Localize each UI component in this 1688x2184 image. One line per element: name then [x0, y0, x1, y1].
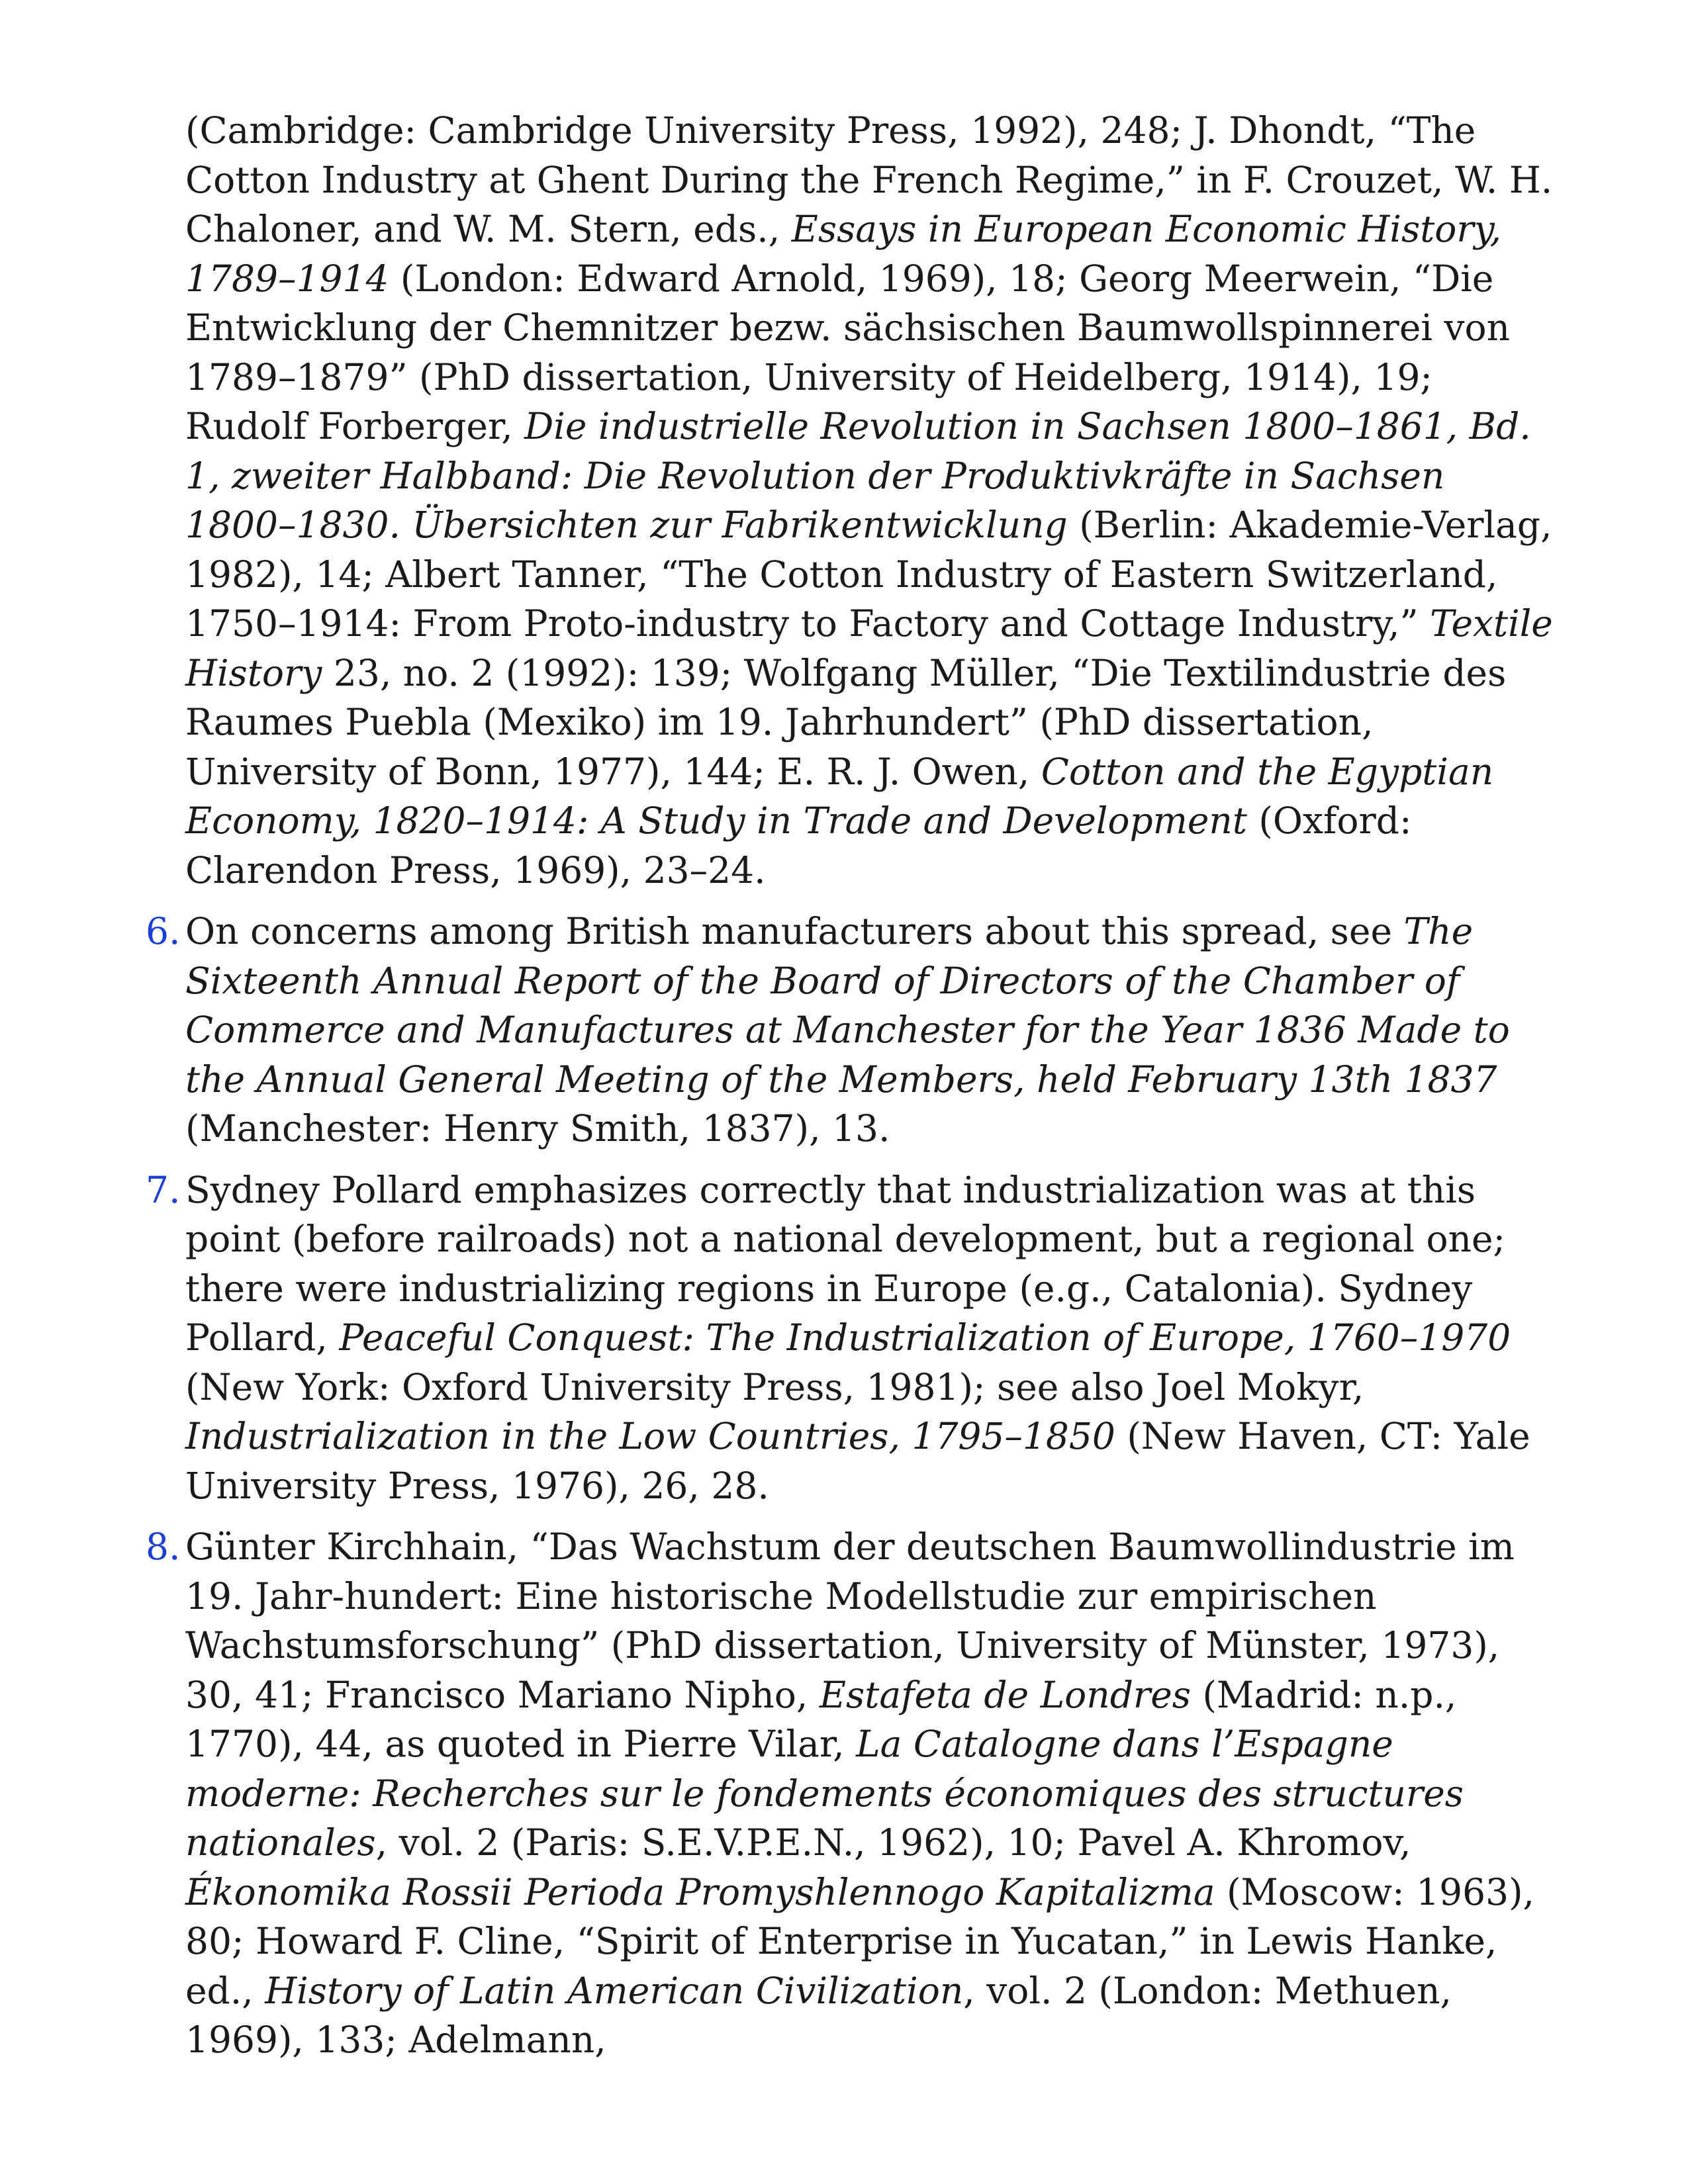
italic-title: Estafeta de Londres: [819, 1673, 1191, 1716]
italic-title: Cotton and the Egyptian Economy, 1820–1914: A Study in Trade and Development: [185, 750, 1494, 842]
note-text: (Cambridge: Cambridge University Press, 1992), 248; J. Dhondt, “The Cotton Industry at Ghent During the French Regime,” in F. Crouzet, W. H. Chaloner, and W. M. Stern, eds.,: [185, 109, 1553, 250]
italic-title: Industrialization in the Low Countries, 1795–1850: [185, 1415, 1115, 1457]
note-text: (New Haven, CT: Yale University Press, 1976), 26, 28.: [185, 1415, 1530, 1507]
endnote-number-link[interactable]: 7.: [146, 1168, 181, 1211]
italic-title: La Catalogne dans l’Espagne moderne: Recherches sur le fondements économiques des structures nationales: [185, 1723, 1464, 1864]
italic-title: Ékonomika Rossii Perioda Promyshlennogo Kapitalizma: [185, 1870, 1215, 1913]
note-text: Günter Kirchhain, “Das Wachstum der deutschen Baumwollindustrie im 19. Jahr-hundert: Eine historische Modellstudie zur empirischen Wachstumsforschung” (PhD dissertation, University of Münster, 1973), 30, 41; Francisco Mariano Nipho,: [185, 1525, 1515, 1716]
italic-title: Textile History: [185, 602, 1553, 694]
note-text: , vol. 2 (London: Methuen, 1969), 133; Adelmann,: [185, 1969, 1452, 2061]
endnote: [139, 907, 1562, 1154]
endnote-number-link[interactable]: 8.: [146, 1525, 181, 1568]
endnote: [139, 1522, 1562, 2065]
note-text: (Moscow: 1963), 80; Howard F. Cline, “Spirit of Enterprise in Yucatan,” in Lewis Hanke, ed.,: [185, 1870, 1535, 2012]
note-text: Sydney Pollard emphasizes correctly that industrialization was at this point (before railroads) not a national development, but a regional one; there were industrializing regions in Europe (e.g., Catalonia). Sydney Pollard,: [185, 1168, 1506, 1359]
italic-title: Essays in European Economic History, 1789–1914: [185, 208, 1501, 300]
italic-title: Peaceful Conquest: The Industrialization of Europe, 1760–1970: [339, 1316, 1511, 1359]
note-text: (Oxford: Clarendon Press, 1969), 23–24.: [185, 799, 1412, 891]
note-text: (Berlin: Akademie-Verlag, 1982), 14; Albert Tanner, “The Cotton Industry of Eastern Switzerland, 1750–1914: From Proto-industry to Factory and Cottage Industry,”: [185, 504, 1552, 645]
note-text: (London: Edward Arnold, 1969), 18; Georg Meerwein, “Die Entwicklung der Chemnitzer bezw. sächsischen Baumwollspinnerei von 1789–1879” (PhD dissertation, University of Heidelberg, 1914), 19; Rudolf Forberger,: [185, 257, 1511, 447]
endnotes-list: [139, 106, 1562, 2077]
italic-title: Die industrielle Revolution in Sachsen 1800–1861, Bd. 1, zweiter Halbband: Die Revolution der Produktivkräfte in Sachsen 1800–1830. Übersichten zur Fabrikentwicklung: [185, 405, 1531, 546]
note-text: 23, no. 2 (1992): 139; Wolfgang Müller, “Die Textilindustrie des Raumes Puebla (Mexiko) im 19. Jahrhundert” (PhD dissertation, University of Bonn, 1977), 144; E. R. J. Owen,: [185, 651, 1507, 793]
note-text: On concerns among British manufacturers about this spread, see: [185, 910, 1404, 952]
endnote: [139, 1165, 1562, 1511]
endnote-continuation: [139, 106, 1562, 895]
italic-title: The Sixteenth Annual Report of the Board of Directors of the Chamber of Commerce and Manufactures at Manchester for the Year 1836 Made to the Annual General Meeting of the Members, held February 13th 1837: [185, 910, 1510, 1101]
note-text: , vol. 2 (Paris: S.E.V.P.E.N., 1962), 10; Pavel A. Khromov,: [375, 1821, 1411, 1864]
note-text: (Manchester: Henry Smith, 1837), 13.: [185, 1107, 890, 1150]
endnote-number-link[interactable]: 6.: [146, 910, 181, 952]
italic-title: History of Latin American Civilization: [265, 1969, 964, 2012]
note-text: (Madrid: n.p., 1770), 44, as quoted in Pierre Vilar,: [185, 1673, 1457, 1765]
note-text: (New York: Oxford University Press, 1981); see also Joel Mokyr,: [185, 1365, 1364, 1408]
